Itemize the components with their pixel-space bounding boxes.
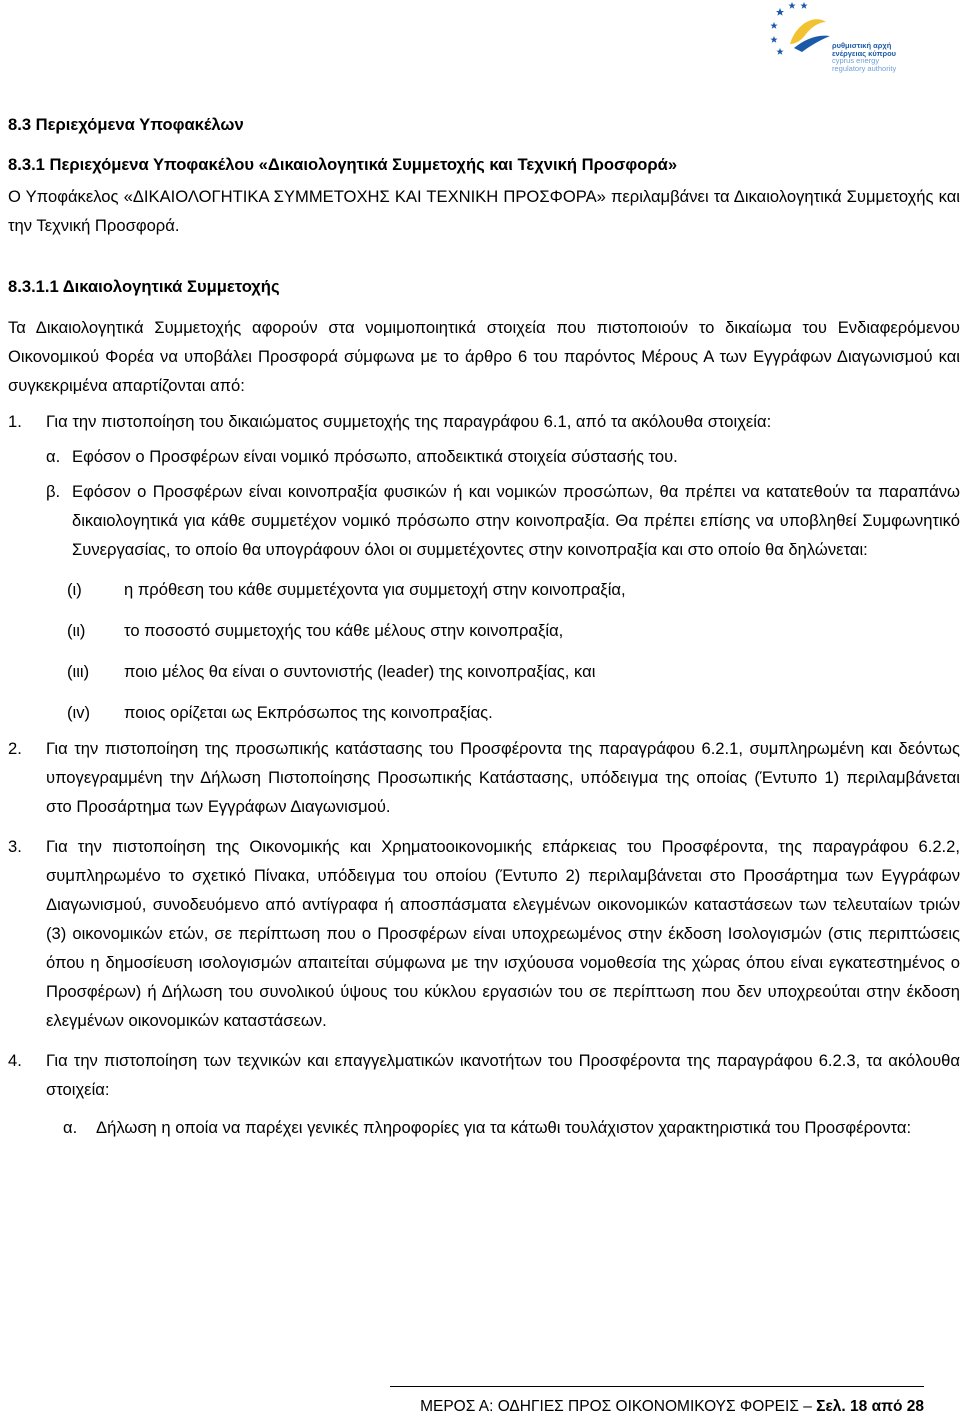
list-item-1 [8,407,960,436]
list-letter: α. [63,1118,78,1137]
paragraph-subfolder-intro: Ο Υποφάκελος «ΔΙΚΑΙΟΛΟΓΗΤΙΚΑ ΣΥΜΜΕΤΟΧΗΣ ΚΑΙ ΤΕΧΝΙΚΗ ΠΡΟΣΦΟΡΑ» περιλαμβάνει τα Δικαιολογητικά Συμμετοχής και την Τεχνική Προσφορά. [8,187,960,235]
list-item-4a [8,1113,960,1142]
cera-logo [770,0,900,80]
list-item-text: Για την πιστοποίηση της προσωπικής κατάστασης του Προσφέροντα της παραγράφου 6.2.1, συμπληρωμένη και δεόντως υπογεγραμμένη την Δήλωση Πιστοποίησης Προσωπικής Κατάστασης, υπόδειγμα της οποίας (Έντυπο 1) περιλαμβάνεται στο Προσάρτημα των Εγγράφων Διαγωνισμού. [46,739,960,816]
logo-wordmark [832,42,896,72]
footer-page-number: Σελ. 18 από 28 [816,1398,924,1415]
list-item-text: Για την πιστοποίηση των τεχνικών και επαγγελματικών ικανοτήτων του Προσφέροντα της παραγράφου 6.2.3, τα ακόλουθα στοιχεία: [46,1051,960,1099]
list-item-4 [8,1046,960,1104]
list-roman: (ιv) [67,703,91,722]
list-item-text: Εφόσον ο Προσφέρων είναι κοινοπραξία φυσικών ή και νομικών προσώπων, θα πρέπει να κατατεθούν τα παραπάνω δικαιολογητικά για κάθε συμμετέχον νομικό πρόσωπο στην κοινοπραξία. Θα πρέπει επίσης να υποβληθεί Συμφωνητικό Συνεργασίας, το οποίο θα υπογράφουν όλοι οι συμμετέχοντες στην κοινοπραξία και στο οποίο θα δηλώνεται: [72,482,960,559]
heading-8-3-1-1: 8.3.1.1 Δικαιολογητικά Συμμετοχής [8,277,280,296]
logo-emblem-icon [770,0,840,62]
list-item-roman-4 [8,698,960,727]
list-item-1b [8,477,960,564]
list-item-text: Για την πιστοποίηση του δικαιώματος συμμετοχής της παραγράφου 6.1, από τα ακόλουθα στοιχεία: [46,412,772,431]
logo-line-1: ρυθμιστική αρχή [832,41,892,50]
list-item-text: το ποσοστό συμμετοχής του κάθε μέλους στην κοινοπραξία, [124,621,564,640]
list-item-3 [8,832,960,1035]
list-item-text: ποιο μέλος θα είναι ο συντονιστής (leader) της κοινοπραξίας, και [124,662,596,681]
list-item-roman-2 [8,616,960,645]
page-footer [420,1398,924,1416]
list-number: 3. [8,837,22,856]
heading-8-3: 8.3 Περιεχόμενα Υποφακέλων [8,115,244,134]
list-roman: (ιι) [67,621,86,640]
list-item-roman-1 [8,575,960,604]
list-item-text: η πρόθεση του κάθε συμμετέχοντα για συμμετοχή στην κοινοπραξία, [124,580,626,599]
list-item-text: Δήλωση η οποία να παρέχει γενικές πληροφορίες για τα κάτωθι τουλάχιστον χαρακτηριστικά του Προσφέροντα: [96,1118,912,1137]
list-item-2 [8,734,960,821]
list-letter: β. [46,482,61,501]
logo-line-4: regulatory authority [832,63,897,73]
list-roman: (ιιι) [67,662,90,681]
list-number: 2. [8,739,22,758]
list-item-text: ποιος ορίζεται ως Εκπρόσωπος της κοινοπραξίας. [124,703,493,722]
list-letter: α. [46,447,61,466]
document-body [8,113,960,1142]
footer-rule [390,1386,924,1387]
heading-8-3-1: 8.3.1 Περιεχόμενα Υποφακέλου «Δικαιολογητικά Συμμετοχής και Τεχνική Προσφορά» [8,155,678,174]
logo-line-3: cyprus energy [832,56,880,66]
footer-section: ΜΕΡΟΣ Α: ΟΔΗΓΙΕΣ ΠΡΟΣ ΟΙΚΟΝΟΜΙΚΟΥΣ ΦΟΡΕΙΣ – [420,1398,812,1415]
list-roman: (ι) [67,580,82,599]
list-item-1a [8,442,960,471]
list-number: 4. [8,1051,22,1070]
paragraph-participation-docs: Τα Δικαιολογητικά Συμμετοχής αφορούν στα νομιμοποιητικά στοιχεία που πιστοποιούν το δικαίωμα του Ενδιαφερόμενου Οικονομικού Φορέα να υποβάλει Προσφορά σύμφωνα με το άρθρο 6 του παρόντος Μέρους Α των Εγγράφων Διαγωνισμού και συγκεκριμένα απαρτίζονται από: [8,318,960,395]
list-number: 1. [8,412,22,431]
list-item-roman-3 [8,657,960,686]
logo-line-2: ενέργειας κύπρου [832,48,897,58]
list-item-text: Για την πιστοποίηση της Οικονομικής και Χρηματοοικονομικής επάρκειας του Προσφέροντα, της παραγράφου 6.2.2, συμπληρωμένο το σχετικό Πίνακα, υπόδειγμα του οποίου (Έντυπο 2) περιλαμβάνεται στο Προσάρτημα των Εγγράφων Διαγωνισμού, συνοδευόμενο από αντίγραφα ή αποσπάσματα ελεγμένων οικονομικών καταστάσεων των τελευταίων τριών (3) οικονομικών ετών, σε περίπτωση που ο Προσφέρων είναι υποχρεωμένος στην έκδοση Ισολογισμών (στις περιπτώσεις όπου η δημοσίευση ισολογισμών απαιτείται σύμφωνα με την ισχύουσα νομοθεσία της χώρας όπου είναι εγκατεστημένος ο Προσφέρων) ή Δήλωση του συνολικού ύψους του κύκλου εργασιών του σε περίπτωση που δεν υποχρεούται στην έκδοση ελεγμένων οικονομικών καταστάσεων. [46,837,960,1030]
list-item-text: Εφόσον ο Προσφέρων είναι νομικό πρόσωπο, αποδεικτικά στοιχεία σύστασής του. [72,447,678,466]
